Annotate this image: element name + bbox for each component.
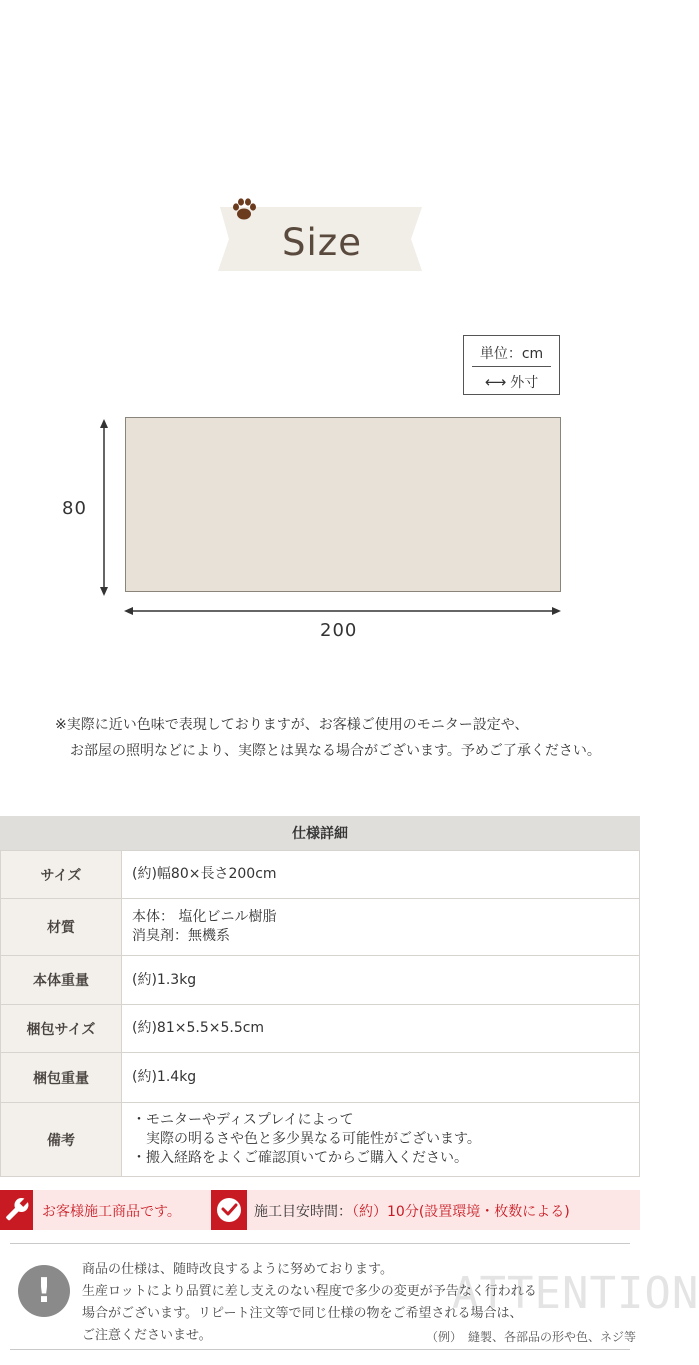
spec-label: 梱包重量	[1, 1053, 122, 1103]
spec-label: 備考	[1, 1103, 122, 1177]
spec-value: (約)81×5.5×5.5cm	[122, 1005, 640, 1053]
paw-icon	[230, 196, 258, 224]
spec-value: (約)幅80×長さ200cm	[122, 851, 640, 899]
spec-value	[122, 899, 640, 956]
spec-label: 材質	[1, 899, 122, 956]
attention-divider-bottom	[10, 1349, 630, 1350]
exclamation-icon: !	[18, 1265, 70, 1317]
attention-divider-top	[10, 1243, 630, 1244]
spec-label: サイズ	[1, 851, 122, 899]
attention-line: ご注意くださいませ。	[82, 1328, 212, 1343]
unit-legend	[463, 335, 560, 395]
spec-value: (約)1.4kg	[122, 1053, 640, 1103]
spec-label: 梱包サイズ	[1, 1005, 122, 1053]
wrench-icon	[0, 1190, 33, 1230]
spec-value-line: 実際の明るさや色と多少異なる可能性がございます。	[146, 1131, 481, 1147]
table-row	[1, 1103, 640, 1177]
attention-line: 場合がございます。リピート注文等で同じ仕様の物をご希望される場合は、	[82, 1306, 523, 1321]
table-row	[1, 899, 640, 956]
table-row	[1, 1053, 640, 1103]
spec-value-line: ・モニターやディスプレイによって	[132, 1112, 354, 1128]
attention-line: 生産ロットにより品質に差し支えのない程度で多少の変更が予告なく行われる	[82, 1284, 537, 1299]
unit-divider	[472, 366, 551, 367]
attention-line: 商品の仕様は、随時改良するように努めております。	[82, 1262, 393, 1277]
table-row	[1, 956, 640, 1005]
double-arrow-icon: ⟷	[484, 373, 507, 391]
width-dimension: 200	[320, 620, 358, 641]
table-row	[1, 1005, 640, 1053]
attention-watermark: ATTENTION	[452, 1268, 699, 1319]
dimension-arrows	[0, 400, 640, 630]
self-install-notice: お客様施工商品です。	[42, 1204, 181, 1220]
spec-value-line: 本体： 塩化ビニル樹脂	[132, 909, 277, 925]
height-arrow	[100, 419, 108, 596]
height-dimension: 80	[62, 498, 87, 519]
size-title: Size	[282, 221, 362, 264]
spec-label: 本体重量	[1, 956, 122, 1005]
install-time-label: 施工目安時間：	[254, 1204, 352, 1220]
color-disclaimer-line2: お部屋の照明などにより、実際とは異なる場合がございます。予めご了承ください。	[70, 743, 601, 759]
unit-label: 単位：cm	[479, 346, 544, 362]
install-time-value: （約）10分(設置環境・枚数による)	[352, 1204, 570, 1220]
spec-table	[0, 850, 640, 1177]
spec-section	[0, 816, 640, 1177]
outer-dim-label: 外寸	[510, 375, 539, 391]
width-arrow	[124, 607, 561, 615]
clock-icon	[211, 1190, 247, 1230]
spec-value: (約)1.3kg	[122, 956, 640, 1005]
outer-dimension-legend	[464, 372, 559, 392]
spec-header: 仕様詳細	[0, 816, 640, 850]
install-time	[254, 1201, 570, 1221]
color-disclaimer-line1: ※実際に近い色味で表現しておりますが、お客様ご使用のモニター設定や、	[55, 717, 529, 733]
attention-example: （例） 縫製、各部品の形や色、ネジ等	[426, 1330, 637, 1344]
spec-value-line: ・搬入経路をよくご確認頂いてからご購入ください。	[132, 1150, 468, 1166]
spec-value	[122, 1103, 640, 1177]
service-info-bar	[0, 1190, 640, 1230]
table-row	[1, 851, 640, 899]
spec-value-line: 消臭剤：無機系	[132, 928, 230, 944]
